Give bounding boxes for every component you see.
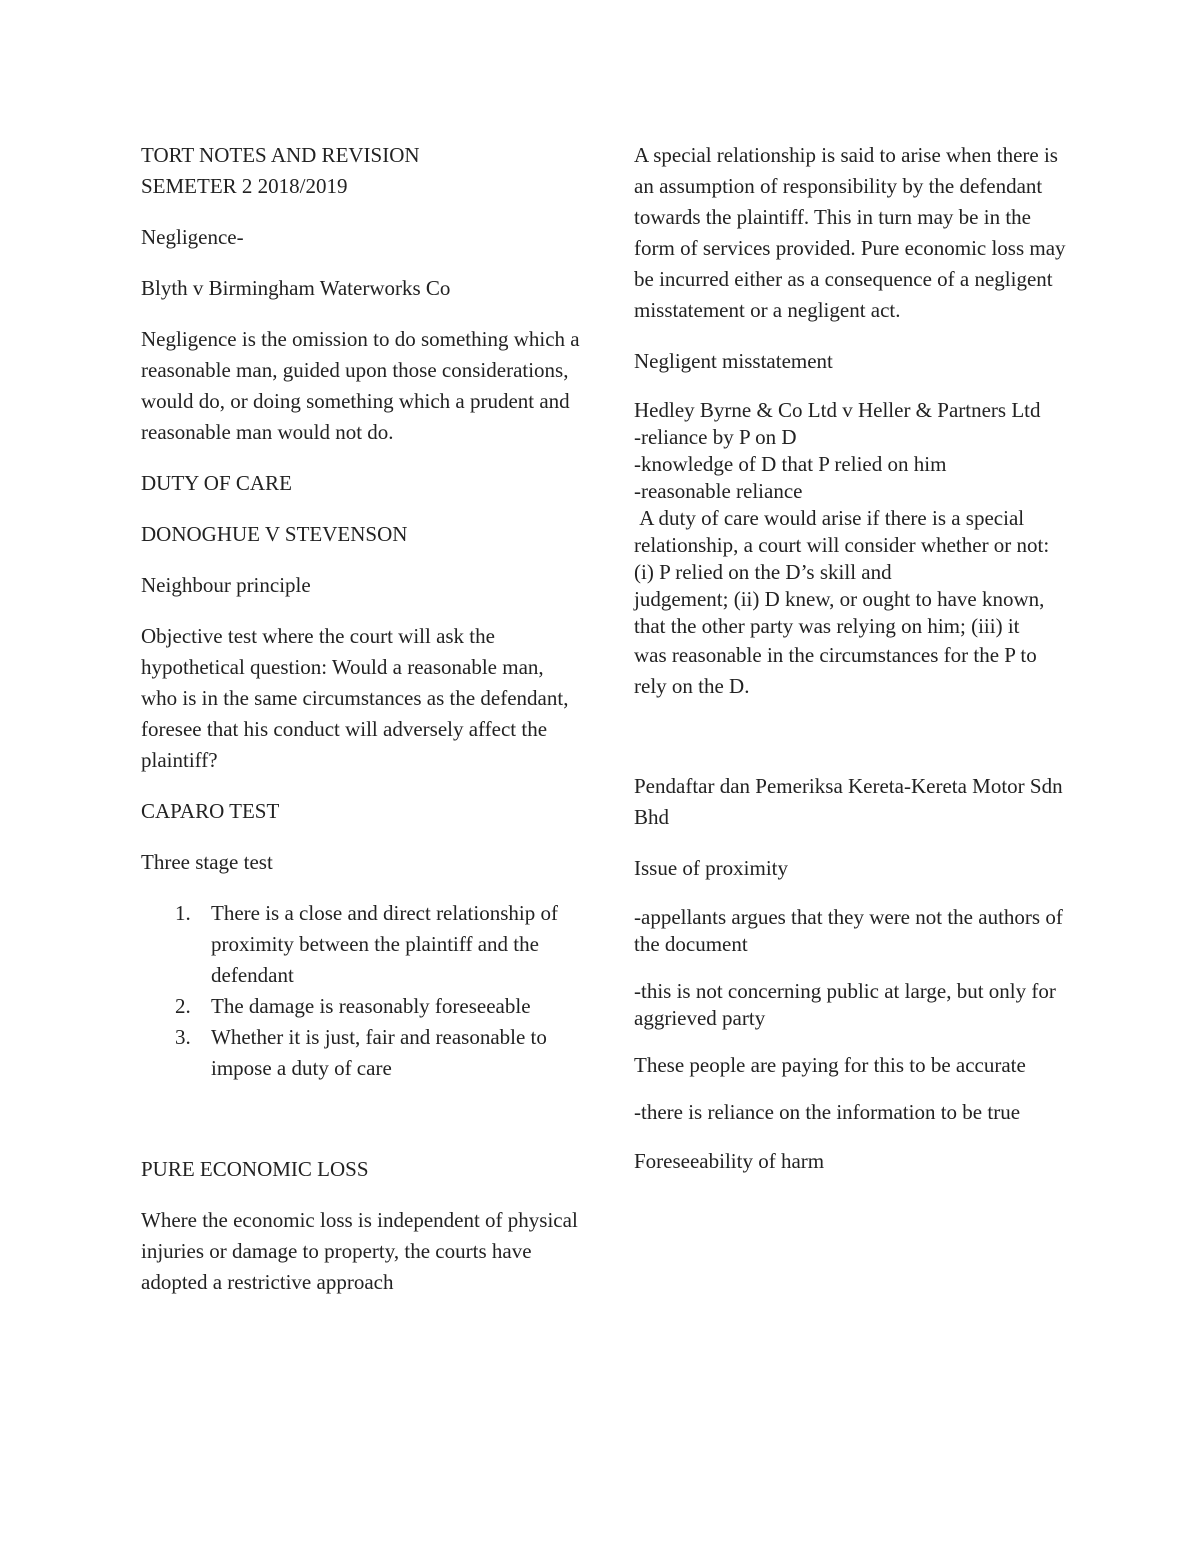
list-item [141, 991, 581, 1022]
document-title [141, 140, 581, 202]
appellants-argue: -appellants argues that they were not the authors of the document [634, 905, 1063, 956]
caparo-stages-list [141, 898, 581, 1084]
list-number: 3. [175, 1025, 191, 1049]
pure-economic-loss-text: Where the economic loss is independent of physical injuries or damage to property, the courts have adopted a restrictive approach [141, 1208, 578, 1294]
hedley-point: -reasonable reliance [634, 479, 803, 503]
hedley-point: -knowledge of D that P relied on him [634, 452, 947, 476]
caparo-heading: CAPARO TEST [141, 799, 280, 823]
list-item [141, 898, 581, 991]
neighbour-principle: Neighbour principle [141, 573, 311, 597]
list-number: 2. [175, 994, 191, 1018]
duty-of-care-heading: DUTY OF CARE [141, 471, 292, 495]
hedley-block [634, 397, 1074, 702]
list-text: Whether it is just, fair and reasonable to impose a duty of care [211, 1025, 547, 1080]
right-column [634, 140, 1074, 1177]
list-text: The damage is reasonably foreseeable [211, 994, 531, 1018]
title-line-1: TORT NOTES AND REVISION [141, 143, 420, 167]
case-donoghue: DONOGHUE V STEVENSON [141, 522, 408, 546]
not-public-concern: -this is not concerning public at large, but only for aggrieved party [634, 979, 1056, 1030]
hedley-duty-text: was reasonable in the circumstances for the P to rely on the D. [634, 643, 1037, 698]
hedley-duty-text: A duty of care would arise if there is a special relationship, a court will consider whether or not: (i) P relied on the D’s skill and [634, 506, 1055, 584]
case-pendaftar: Pendaftar dan Pemeriksa Kereta-Kereta Motor Sdn Bhd [634, 774, 1063, 829]
issue-of-proximity: Issue of proximity [634, 856, 788, 880]
title-line-2: SEMETER 2 2018/2019 [141, 174, 348, 198]
hedley-point: -reliance by P on D [634, 425, 797, 449]
reliance-on-information: -there is reliance on the information to be true [634, 1100, 1021, 1124]
case-hedley: Hedley Byrne & Co Ltd v Heller & Partners Ltd [634, 398, 1041, 422]
objective-test: Objective test where the court will ask the hypothetical question: Would a reasonable man, who is in the same circumstances as the defendant, foresee that his conduct will adversely affect the plaintiff? [141, 624, 569, 772]
three-stage-heading: Three stage test [141, 850, 273, 874]
pure-economic-loss-heading: PURE ECONOMIC LOSS [141, 1157, 369, 1181]
case-blyth: Blyth v Birmingham Waterworks Co [141, 276, 451, 300]
list-item [141, 1022, 581, 1084]
list-number: 1. [175, 901, 191, 925]
hedley-duty-text: judgement; (ii) D knew, or ought to have known, that the other party was relying on him; (iii) it [634, 587, 1045, 638]
negligence-definition: Negligence is the omission to do something which a reasonable man, guided upon those considerations, would do, or doing something which a prudent and reasonable man would not do. [141, 327, 580, 444]
left-column [141, 140, 581, 1298]
negligence-heading: Negligence- [141, 225, 244, 249]
foreseeability-of-harm: Foreseeability of harm [634, 1149, 825, 1173]
paying-people: These people are paying for this to be accurate [634, 1053, 1026, 1077]
list-text: There is a close and direct relationship of proximity between the plaintiff and the defendant [211, 901, 558, 987]
negligent-misstatement-heading: Negligent misstatement [634, 349, 833, 373]
special-relationship-text: A special relationship is said to arise when there is an assumption of responsibility by the defendant towards the plaintiff. This in turn may be in the form of services provided. Pure economic loss may be incurred either as a consequence of a negligent misstatement or a negligent act. [634, 143, 1066, 322]
